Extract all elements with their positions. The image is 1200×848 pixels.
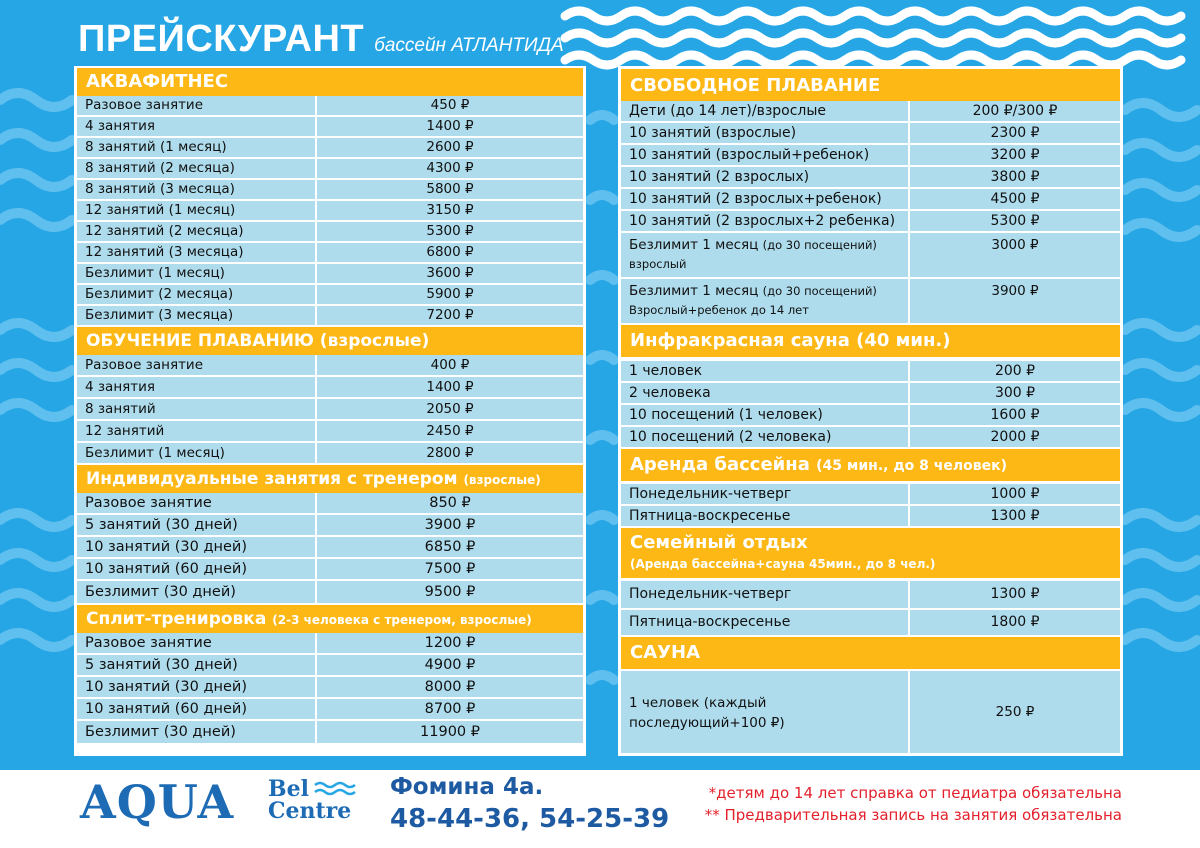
sauna-header: САУНА [621,637,1120,669]
row-label: Безлимит (1 месяц) [77,443,315,463]
table-row [621,101,1120,121]
indiv-note: (взрослые) [463,473,541,487]
aquafit-header: АКВАФИТНЕС [77,68,583,96]
row-label: 10 посещений (2 человека) [621,427,908,447]
row-label: 10 занятий (2 взрослых+ребенок) [621,189,908,209]
row-label: 10 посещений (1 человек) [621,405,908,425]
logo-bel: Bel [268,776,309,802]
row-label: 10 занятий (взрослый+ребенок) [621,145,908,165]
rent-title: Аренда бассейна [630,454,810,475]
row-label: Безлимит (1 месяц) [77,264,315,283]
row-price: 1200 ₽ [317,633,583,653]
row-price: 8700 ₽ [317,699,583,719]
row-price: 2000 ₽ [910,427,1120,447]
row-label: 10 занятий (взрослые) [621,123,908,143]
footer-notes [705,782,1122,826]
row-label: Понедельник-четверг [621,484,908,504]
rent-table [621,484,1120,526]
learn-table [77,355,583,463]
table-row [77,355,583,375]
free-table [621,101,1120,231]
row-label: Безлимит (30 дней) [77,721,315,743]
row-label: 12 занятий [77,421,315,441]
row-price: 3200 ₽ [910,145,1120,165]
table-row [77,264,583,283]
row-label: 4 занятия [77,377,315,397]
row-price: 400 ₽ [317,355,583,375]
row-price: 7500 ₽ [317,559,583,579]
table-row [77,559,583,579]
page-subtitle: бассейн АТЛАНТИДА [374,35,564,56]
aqua-logo: AQUA [80,775,235,829]
rent-note: (45 мин., до 8 человек) [816,458,1007,474]
row-label: Безлимит 1 месяц [629,237,759,253]
row-label: 12 занятий (1 месяц) [77,201,315,220]
row-price: 1400 ₽ [317,117,583,136]
row-label: Безлимит 1 месяц [629,283,759,299]
row-price: 1300 ₽ [910,506,1120,526]
infra-table [621,361,1120,447]
table-row [621,671,1120,753]
row-price: 6800 ₽ [317,243,583,262]
row-label: 1 человек [621,361,908,381]
table-row [77,117,583,136]
table-row [621,581,1120,608]
row-label: 10 занятий (2 взрослых+2 ребенка) [621,211,908,231]
row-label: 8 занятий [77,399,315,419]
table-row [77,581,583,603]
table-row [621,484,1120,504]
left-price-panel [74,66,586,756]
row-price: 1000 ₽ [910,484,1120,504]
table-row [621,145,1120,165]
row-price: 3000 ₽ [910,233,1120,277]
row-price: 5900 ₽ [317,285,583,304]
row-label: Дети (до 14 лет)/взрослые [621,101,908,121]
table-row [77,285,583,304]
table-row [77,399,583,419]
row-price: 2800 ₽ [317,443,583,463]
logo-centre: Centre [268,798,352,824]
row-label: Разовое занятие [77,355,315,375]
row-price: 5300 ₽ [910,211,1120,231]
row-price: 4500 ₽ [910,189,1120,209]
row-price: 2300 ₽ [910,123,1120,143]
row-label: 12 занятий (3 месяца) [77,243,315,262]
table-row [77,138,583,157]
table-row [77,721,583,743]
table-row [77,222,583,241]
row-label: Понедельник-четверг [621,581,908,608]
aquafit-table [77,96,583,325]
row-label: Разовое занятие [77,96,315,115]
row-label: 10 занятий (30 дней) [77,537,315,557]
split-table [77,633,583,743]
table-row [621,361,1120,381]
row-label: Пятница-воскресенье [621,610,908,635]
table-row [77,201,583,220]
table-row [621,211,1120,231]
page-header [78,18,564,61]
row-price: 3900 ₽ [910,279,1120,323]
split-title: Сплит-тренировка [86,609,267,629]
row-price: 5800 ₽ [317,180,583,199]
family-header [621,528,1120,578]
table-row [77,243,583,262]
wave-icon [313,780,361,798]
row-label: 10 занятий (30 дней) [77,677,315,697]
belcentre-logo [268,778,361,822]
table-row [77,443,583,463]
table-row [621,189,1120,209]
row-label: Разовое занятие [77,493,315,513]
indiv-table [77,493,583,603]
split-note: (2-3 человека с тренером, взрослые) [272,613,532,627]
row-price: 3800 ₽ [910,167,1120,187]
row-price: 2450 ₽ [317,421,583,441]
row-label: 10 занятий (2 взрослых) [621,167,908,187]
row-price: 2600 ₽ [317,138,583,157]
table-row [621,233,1120,277]
row-price: 450 ₽ [317,96,583,115]
row-label-sub: Взрослый+ребенок до 14 лет [629,303,809,317]
note-booking: ** Предварительная запись на занятия обязательна [704,806,1122,824]
row-label: Разовое занятие [77,633,315,653]
row-price: 1300 ₽ [910,581,1120,608]
table-row [77,493,583,513]
row-label: 5 занятий (30 дней) [77,515,315,535]
family-title: Семейный отдых [630,532,808,553]
table-row [77,537,583,557]
page-title: ПРЕЙСКУРАНТ [78,18,365,60]
row-price: 3900 ₽ [317,515,583,535]
row-price: 8000 ₽ [317,677,583,697]
table-row [77,159,583,178]
row-price: 6850 ₽ [317,537,583,557]
table-row [621,427,1120,447]
indiv-title: Индивидуальные занятия с тренером [86,469,458,489]
row-price: 11900 ₽ [317,721,583,743]
free-header: СВОБОДНОЕ ПЛАВАНИЕ [621,69,1120,101]
row-price: 9500 ₽ [317,581,583,603]
indiv-header [77,465,583,493]
row-label: 1 человек (каждый [629,695,767,711]
row-price: 3150 ₽ [317,201,583,220]
phones: 48-44-36, 54-25-39 [390,804,670,834]
row-label: 5 занятий (30 дней) [77,655,315,675]
row-label-sub: взрослый [629,257,687,271]
row-price: 1400 ₽ [317,377,583,397]
note-pediatrician: *детям до 14 лет справка от педиатра обязательна [708,784,1122,802]
split-header [77,605,583,633]
row-label: 12 занятий (2 месяца) [77,222,315,241]
row-label-note: (до 30 посещений) [762,238,877,252]
table-row [77,633,583,653]
row-label: 8 занятий (1 месяц) [77,138,315,157]
table-row [621,279,1120,323]
table-row [77,699,583,719]
row-label: Пятница-воскресенье [621,506,908,526]
row-price: 1600 ₽ [910,405,1120,425]
learn-header: ОБУЧЕНИЕ ПЛАВАНИЮ (взрослые) [77,327,583,355]
table-row [77,515,583,535]
table-row [621,383,1120,403]
contact-info [390,768,669,836]
table-row [621,405,1120,425]
row-price: 3600 ₽ [317,264,583,283]
row-price: 850 ₽ [317,493,583,513]
row-price: 250 ₽ [910,671,1120,753]
right-price-panel [618,66,1123,756]
row-label-note: (до 30 посещений) [762,284,877,298]
row-price: 2050 ₽ [317,399,583,419]
row-price: 300 ₽ [910,383,1120,403]
family-table [621,581,1120,635]
row-price: 7200 ₽ [317,306,583,325]
address: Фомина 4а. [390,774,544,800]
row-label: 10 занятий (60 дней) [77,559,315,579]
row-label-sub: последующий+100 ₽) [629,715,785,731]
rent-header [621,449,1120,481]
table-row [621,506,1120,526]
table-row [77,306,583,325]
table-row [77,377,583,397]
row-label: Безлимит (2 месяца) [77,285,315,304]
infra-header: Инфракрасная сауна (40 мин.) [621,325,1120,357]
table-row [77,96,583,115]
row-label: Безлимит (30 дней) [77,581,315,603]
row-price: 200 ₽ [910,361,1120,381]
table-row [77,421,583,441]
table-row [77,655,583,675]
row-price: 4300 ₽ [317,159,583,178]
row-label: 10 занятий (60 дней) [77,699,315,719]
row-price: 200 ₽/300 ₽ [910,101,1120,121]
table-row [77,677,583,697]
table-row [77,180,583,199]
table-row [621,167,1120,187]
family-note: (Аренда бассейна+сауна 45мин., до 8 чел.) [630,557,936,571]
row-price: 5300 ₽ [317,222,583,241]
row-price: 4900 ₽ [317,655,583,675]
table-row [621,610,1120,635]
row-label: 8 занятий (2 месяца) [77,159,315,178]
row-label: 8 занятий (3 месяца) [77,180,315,199]
row-price: 1800 ₽ [910,610,1120,635]
row-label: 4 занятия [77,117,315,136]
table-row [621,123,1120,143]
row-label: 2 человека [621,383,908,403]
row-label: Безлимит (3 месяца) [77,306,315,325]
